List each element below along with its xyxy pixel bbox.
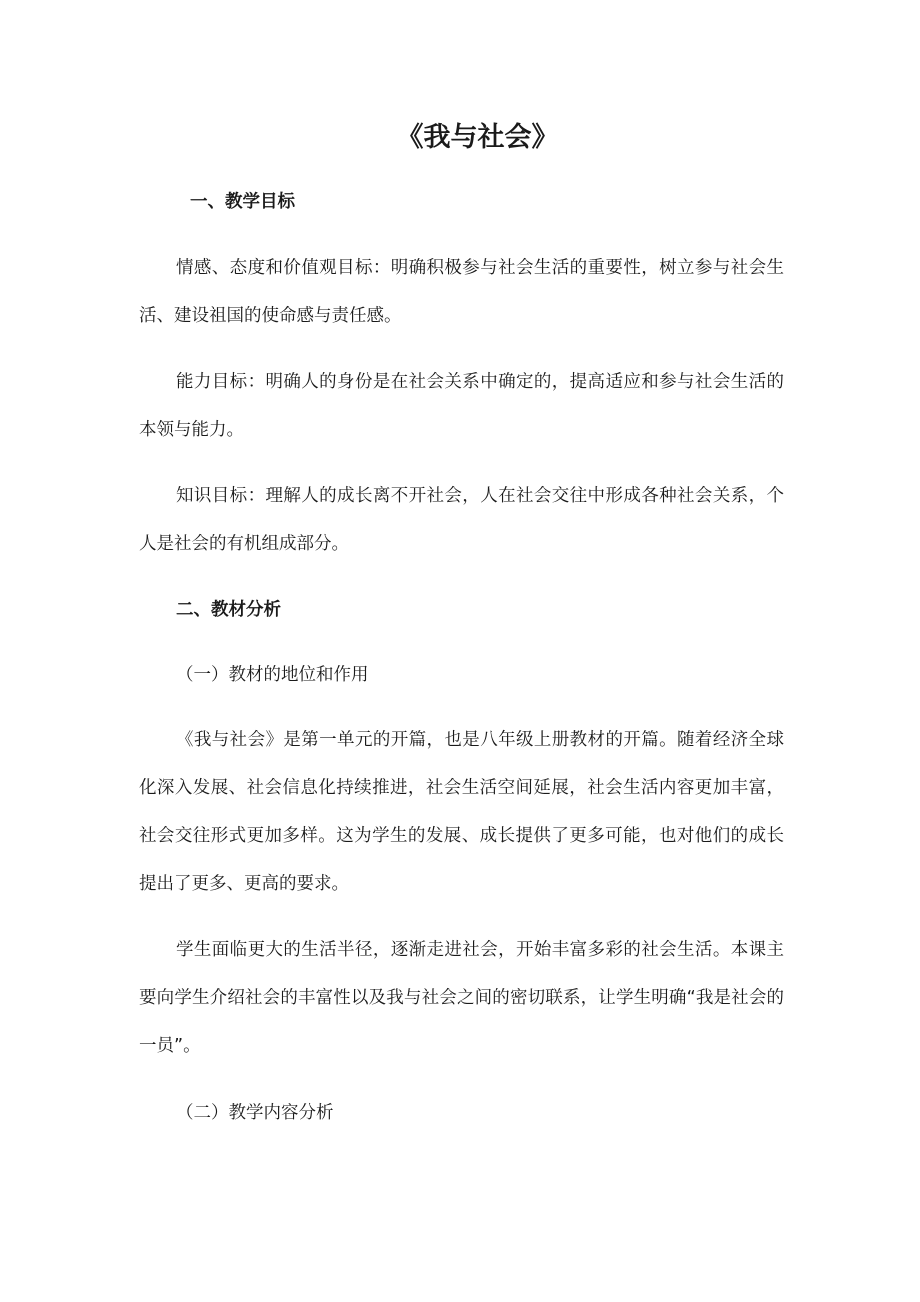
paragraph-knowledge-goal: 知识目标：理解人的成长离不开社会，人在社会交往中形成各种社会关系，个人是社会的有机组成部分。 (139, 486, 784, 554)
paragraph-material-role: 《我与社会》是第一单元的开篇，也是八年级上册教材的开篇。随着经济全球化深入发展、社会信息化持续推进，社会生活空间延展，社会生活内容更加丰富，社会交往形式更加多样。这为学生的发展、成长提供了更多可能，也对他们的成长提出了更多、更高的要求。 (139, 730, 784, 894)
subheading-content-analysis: （二）教学内容分析 (176, 1103, 334, 1123)
section-heading-material-analysis: 二、教材分析 (176, 600, 281, 620)
section-heading-teaching-goals: 一、教学目标 (190, 192, 295, 212)
subheading-material-role: （一）教材的地位和作用 (176, 665, 369, 685)
paragraph-students-society: 学生面临更大的生活半径，逐渐走进社会，开始丰富多彩的社会生活。本课主要向学生介绍社会的丰富性以及我与社会之间的密切联系，让学生明确“我是社会的一员”。 (139, 940, 784, 1056)
paragraph-emotion-goal: 情感、态度和价值观目标：明确积极参与社会生活的重要性，树立参与社会生活、建设祖国的使命感与责任感。 (139, 258, 784, 326)
paragraph-ability-goal: 能力目标：明确人的身份是在社会关系中确定的，提高适应和参与社会生活的本领与能力。 (139, 372, 784, 440)
document-title: 《我与社会》 (396, 122, 559, 153)
